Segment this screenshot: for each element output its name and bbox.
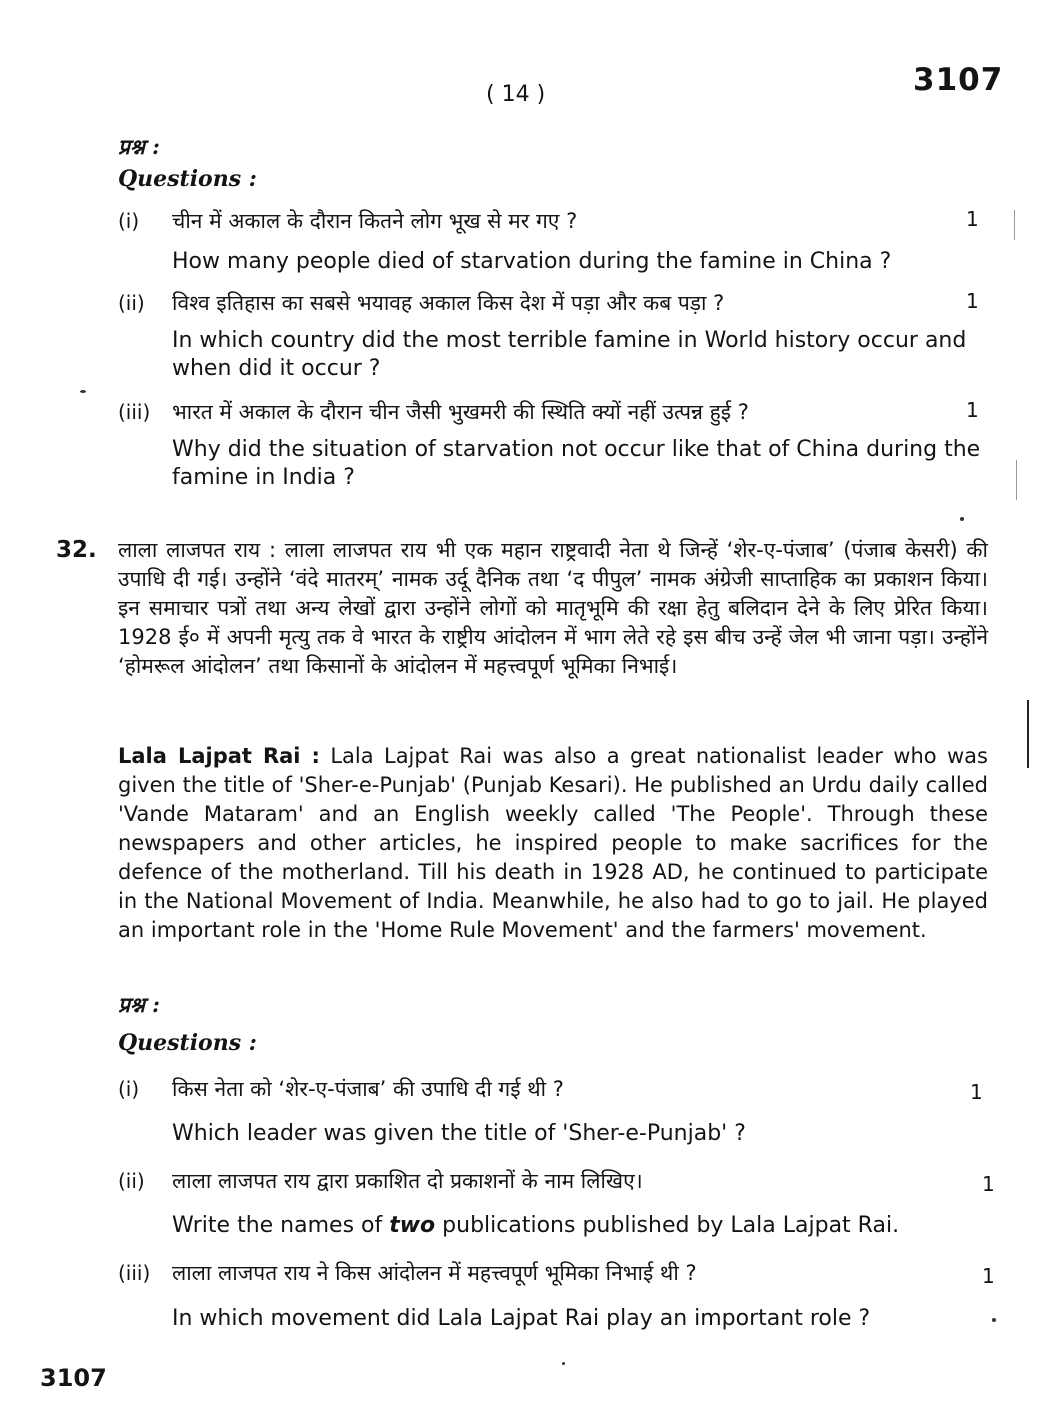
passage-lead: Lala Lajpat Rai : bbox=[118, 744, 320, 768]
prashn-label: प्रश्न : bbox=[118, 992, 160, 1017]
question-english bbox=[172, 1212, 899, 1239]
question-marks: 1 bbox=[982, 1172, 995, 1196]
scan-speck bbox=[960, 517, 964, 521]
prashn-label: प्रश्न : bbox=[118, 134, 160, 159]
question-marks: 1 bbox=[970, 1080, 983, 1104]
scan-mark bbox=[1027, 700, 1029, 768]
question-hindi: विश्व इतिहास का सबसे भयावह अकाल किस देश में पड़ा और कब पड़ा ? bbox=[172, 291, 725, 315]
question-marks: 1 bbox=[966, 207, 979, 231]
questions-label: Questions : bbox=[118, 1030, 257, 1056]
question-english: In which movement did Lala Lajpat Rai play an important role ? bbox=[172, 1306, 871, 1331]
scan-mark bbox=[1016, 460, 1017, 500]
paper-code-top: 3107 bbox=[913, 62, 1004, 98]
question-number: (iii) bbox=[118, 1261, 151, 1285]
question-32-number: 32. bbox=[56, 537, 97, 563]
question-english: Which leader was given the title of 'Sher-e-Punjab' ? bbox=[172, 1121, 746, 1146]
question-number: (i) bbox=[118, 209, 140, 233]
passage-body: Lala Lajpat Rai was also a great nationalist leader who was given the title of 'Sher-e-Punjab' (Punjab Kesari). He published an Urdu daily called 'Vande Mataram' and an English weekly called 'The People'. Through these newspapers and other articles, he inspired people to make sacrifices for the defence of the motherland. Till his death in 1928 AD, he continued to participate in the National Movement of India. Meanwhile, he also had to go to jail. He played an important role in the 'Home Rule Movement' and the farmers' movement. bbox=[118, 744, 988, 942]
question-hindi: लाला लाजपत राय ने किस आंदोलन में महत्त्वपूर्ण भूमिका निभाई थी ? bbox=[172, 1261, 697, 1285]
question-english: Why did the situation of starvation not occur like that of China during the bbox=[172, 437, 981, 462]
scan-speck bbox=[562, 1362, 565, 1365]
paper-code-bottom: 3107 bbox=[40, 1364, 107, 1392]
hindi-passage: लाला लाजपत राय : लाला लाजपत राय भी एक महान राष्ट्रवादी नेता थे जिन्हें ‘शेर-ए-पंजाब’ (पंजाब केसरी) की उपाधि दी गई। उन्होंने ‘वंदे मातरम्’ नामक उर्दू दैनिक तथा ‘द पीपुल’ नामक अंग्रेजी साप्ताहिक का प्रकाशन किया। इन समाचार पत्रों तथा अन्य लेखों द्वारा उन्होंने लोगों को मातृभूमि की रक्षा हेतु बलिदान देने के लिए प्रेरित किया। 1928 ई० में अपनी मृत्यु तक वे भारत के राष्ट्रीय आंदोलन में भाग लेते रहे इस बीच उन्हें जेल भी जाना पड़ा। उन्होंने ‘होमरूल आंदोलन’ तथा किसानों के आंदोलन में महत्त्वपूर्ण भूमिका निभाई। bbox=[118, 538, 988, 678]
scan-mark bbox=[1014, 210, 1015, 240]
question-marks: 1 bbox=[966, 398, 979, 422]
scan-speck bbox=[992, 1318, 996, 1322]
questions-label: Questions : bbox=[118, 166, 257, 192]
question-hindi: चीन में अकाल के दौरान कितने लोग भूख से मर गए ? bbox=[172, 209, 578, 233]
question-marks: 1 bbox=[966, 289, 979, 313]
text-part: Write the names of bbox=[172, 1213, 390, 1238]
question-number: (iii) bbox=[118, 400, 151, 424]
question-english: In which country did the most terrible famine in World history occur and bbox=[172, 328, 967, 353]
question-number: (i) bbox=[118, 1077, 140, 1101]
question-marks: 1 bbox=[982, 1264, 995, 1288]
question-english: when did it occur ? bbox=[172, 356, 381, 381]
scan-speck bbox=[80, 390, 86, 393]
question-hindi: किस नेता को ‘शेर-ए-पंजाब’ की उपाधि दी गई थी ? bbox=[172, 1077, 564, 1101]
page-number: ( 14 ) bbox=[486, 82, 546, 107]
question-number: (ii) bbox=[118, 1169, 145, 1193]
emphasis-two: two bbox=[389, 1213, 436, 1238]
question-hindi: लाला लाजपत राय द्वारा प्रकाशित दो प्रकाशनों के नाम लिखिए। bbox=[172, 1169, 643, 1193]
question-english: famine in India ? bbox=[172, 465, 355, 490]
english-passage bbox=[118, 742, 988, 945]
question-english: How many people died of starvation during the famine in China ? bbox=[172, 249, 892, 274]
question-number: (ii) bbox=[118, 291, 145, 315]
text-part: publications published by Lala Lajpat Rai. bbox=[435, 1213, 900, 1238]
question-hindi: भारत में अकाल के दौरान चीन जैसी भुखमरी की स्थिति क्यों नहीं उत्पन्न हुई ? bbox=[172, 400, 749, 424]
